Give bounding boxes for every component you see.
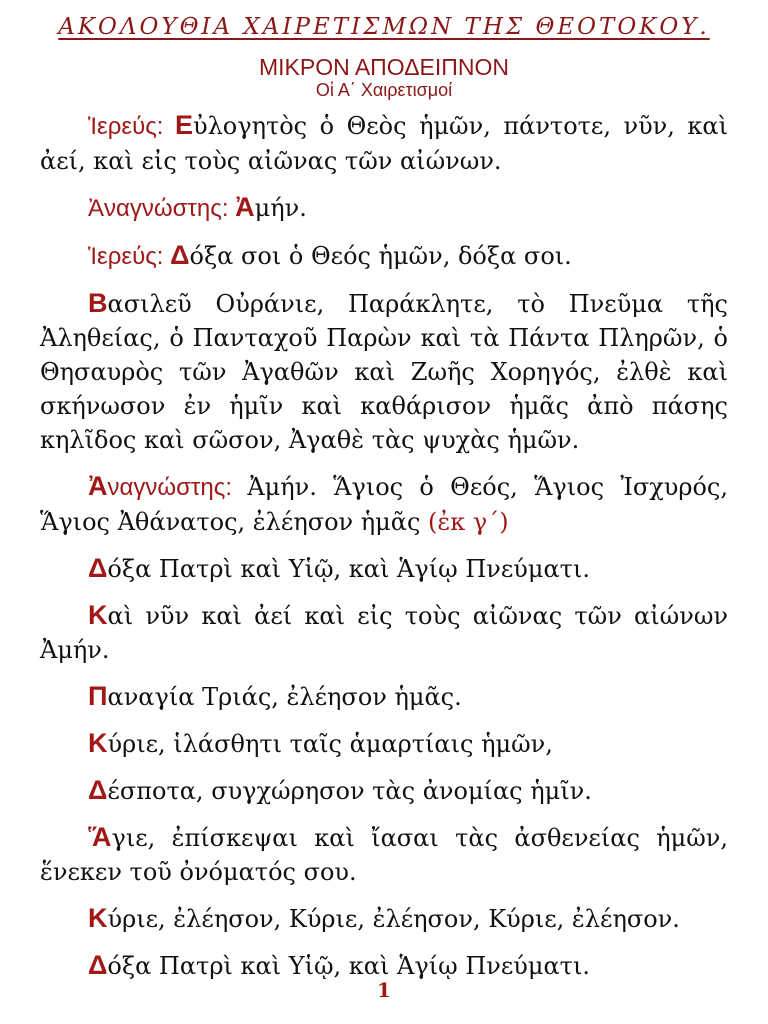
drop-initial: Κ <box>88 728 108 758</box>
speaker-label: Ἀναγνώστης: <box>88 195 236 222</box>
text-body <box>40 108 728 995</box>
paragraph-9 <box>40 726 728 761</box>
document-title: ΑΚΟΛΟΥΘΙΑ ΧΑΙΡΕΤΙΣΜΩΝ ΤΗΣ ΘΕΟΤΟΚΟΥ. <box>58 14 710 40</box>
paragraph-2 <box>40 190 728 226</box>
paragraph-text: όξα Πατρὶ καὶ Υἱῷ, καὶ Ἁγίῳ Πνεύματι. <box>107 952 590 980</box>
paragraph-5 <box>40 469 728 539</box>
paragraph-text: όξα Πατρὶ καὶ Υἱῷ, καὶ Ἁγίῳ Πνεύματι. <box>107 555 590 583</box>
paragraph-text: μήν. <box>254 194 307 222</box>
paragraph-text: όξα σοι ὁ Θεός ἡμῶν, δόξα σοι. <box>189 242 572 270</box>
drop-initial: Ἀ <box>235 192 255 222</box>
drop-initial: Κ <box>88 600 108 630</box>
paragraph-1 <box>40 108 728 178</box>
paragraph-text: ασιλεῦ Οὐράνιε, Παράκλητε, τὸ Πνεῦμα τῆς Ἀληθείας, ὁ Πανταχοῦ Παρὼν καὶ τὰ Πάντα Πληρῶν, ὁ Θησαυρὸς τῶν Ἀγαθῶν καὶ Ζωῆς Χορηγός, ἐλθὲ καὶ σκήνωσον ἐν ἡμῖν καὶ καθάρισον ἡμᾶς ἀπὸ πάσης κηλῖδος καὶ σῶσον, Ἀγαθὲ τὰς ψυχὰς ἡμῶν. <box>40 290 728 454</box>
drop-initial: Δ <box>88 950 108 980</box>
paragraph-text: γιε, ἐπίσκεψαι καὶ ἴασαι τὰς ἀσθενείας ἡμῶν, ἕνεκεν τοῦ ὀνόματός σου. <box>40 824 728 886</box>
paragraph-8 <box>40 679 728 714</box>
paragraph-text: ὐλογητὸς ὁ Θεὸς ἡμῶν, πάντοτε, νῦν, καὶ ἀεί, καὶ εἰς τοὺς αἰῶνας τῶν αἰώνων. <box>40 112 729 175</box>
drop-initial: Δ <box>170 240 190 270</box>
paragraph-12 <box>40 901 728 936</box>
paragraph-text: Ἀμήν. Ἅγιος ὁ Θεός, Ἅγιος Ἰσχυρός, Ἅγιος Ἀθάνατος, ἐλέησον ἡμᾶς <box>40 473 728 536</box>
drop-initial: Π <box>88 681 108 711</box>
paragraph-text: αναγία Τριάς, ἐλέησον ἡμᾶς. <box>107 683 462 711</box>
speaker-label: Ἱερεύς: <box>88 113 175 140</box>
drop-initial: Κ <box>88 903 108 933</box>
speaker-label: Ἱερεύς: <box>88 243 171 270</box>
rubric-note: (ἐκ γ΄) <box>428 508 509 536</box>
paragraph-text: ύριε, ἐλέησον, Κύριε, ἐλέησον, Κύριε, ἐλέησον. <box>107 905 680 933</box>
paragraph-10 <box>40 773 728 808</box>
paragraph-text: αὶ νῦν καὶ ἀεί καὶ εἰς τοὺς αἰῶνας τῶν αἰώνων Ἀμήν. <box>40 602 728 664</box>
paragraph-text: ύριε, ἱλάσθητι ταῖς ἁμαρτίαις ἡμῶν, <box>107 730 553 758</box>
section-subtitle: ΜΙΚΡΟΝ ΑΠΟΔΕΙΠΝΟΝ <box>258 54 510 80</box>
speaker-label: ναγνώστης: <box>107 474 248 501</box>
drop-initial: Ἅ <box>88 822 112 852</box>
paragraph-text: έσποτα, συγχώρησον τὰς ἀνομίας ἡμῖν. <box>107 777 592 805</box>
drop-initial: Δ <box>88 553 108 583</box>
page-number: 1 <box>377 978 391 1002</box>
drop-initial: Β <box>88 288 108 318</box>
paragraph-11 <box>40 820 728 889</box>
drop-initial: Ε <box>174 110 193 140</box>
paragraph-3 <box>40 238 728 274</box>
drop-initial: Δ <box>88 775 108 805</box>
section-subheading: Οἱ Α΄ Χαιρετισμοί <box>315 80 453 100</box>
drop-initial: Ἀ <box>88 471 108 501</box>
paragraph-7 <box>40 598 728 667</box>
paragraph-6 <box>40 551 728 586</box>
paragraph-4 <box>40 286 728 457</box>
